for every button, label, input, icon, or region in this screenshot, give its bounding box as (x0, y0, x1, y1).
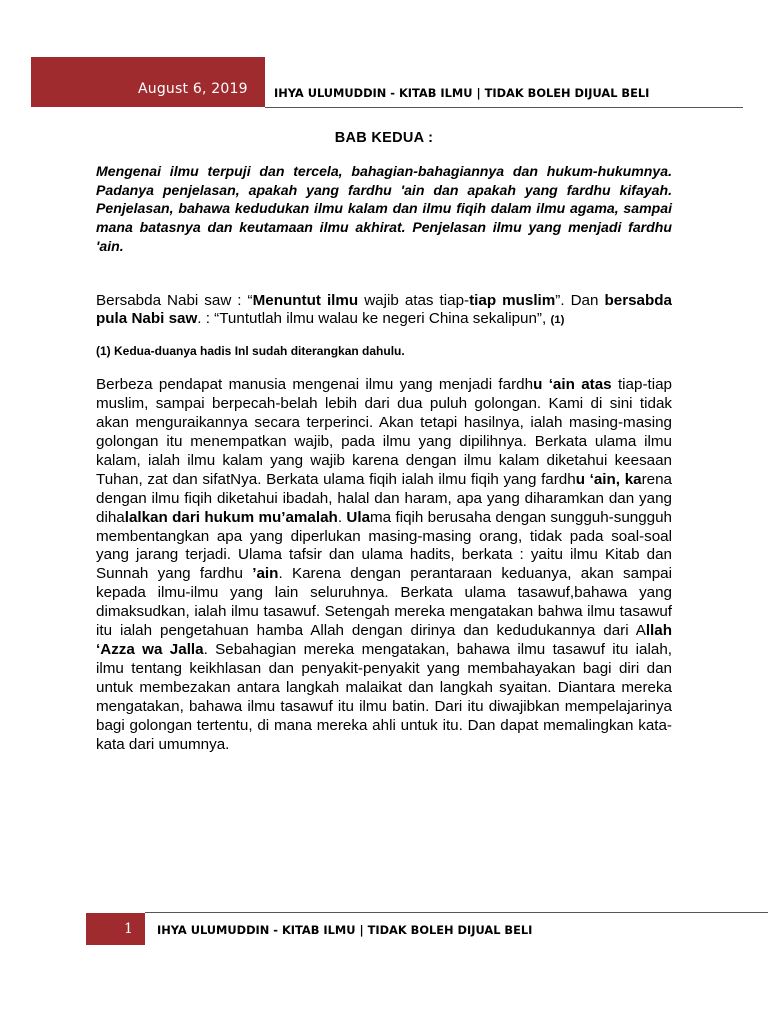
text-span: Berbeza pendapat manusia mengenai ilmu yang menjadi fardh (96, 376, 534, 394)
paragraph-body (96, 376, 672, 754)
text-span: wajib atas tiap- (358, 291, 470, 309)
text-span: . : “Tuntutlah ilmu walau ke negeri China sekalipun”, (197, 310, 551, 328)
bold-span: tiap muslim (469, 291, 556, 309)
chapter-intro: Mengenai ilmu terpuji dan tercela, bahagian-bahagiannya dan hukum-hukumnya. Padanya penjelasan, apakah yang fardhu 'ain dan apakah yang fardhu kifayah. Penjelasan, bahawa kedudukan ilmu kalam dan ilmu fiqih dalam ilmu agama, sampai mana batasnya dan keutamaan ilmu akhirat. Penjelasan ilmu yang menjadi fardhu 'ain. (96, 163, 672, 254)
text-span: Bersabda Nabi saw : “ (96, 291, 253, 309)
header-rule (265, 107, 743, 108)
paragraph-hadith (96, 292, 672, 331)
header-date: August 6, 2019 (138, 81, 248, 97)
page-content (96, 130, 672, 754)
text-span: . Sebahagian mereka mengatakan, bahawa ilmu tasawuf itu ialah, ilmu tentang keikhlasan dan penyakit-penyakit yang membahayakan bagi diri dan untuk membezakan antara langkah malaikat dan langkah syaitan. Diantara mereka mengatakan, bahawa ilmu tasawuf itu ilmu batin. Dari itu diwajibkan mempelajarinya bagi golongan tertentu, di mana mereka ahli untuk itu. Dan dapat memalingkan kata-kata dari umumnya. (96, 641, 672, 753)
text-span: . (337, 508, 347, 526)
bold-span: bersabda pula Nabi saw (96, 291, 672, 328)
bold-span: Ula (346, 508, 371, 526)
bold-span: u ‘ain atas (533, 376, 612, 394)
bold-span: u ‘ain, ka (575, 470, 642, 488)
bold-span: ’ain (252, 565, 279, 583)
header-title: IHYA ULUMUDDIN - KITAB ILMU | TIDAK BOLEH DIJUAL BELI (274, 86, 650, 100)
text-span: ma fiqih berusaha dengan sungguh-sungguh membentangkan apa yang diperlukan masing-masing orang, tidak pada soal-soal yang jarang terjadi. Ulama tafsir dan ulama hadits, berkata : yaitu ilmu Kitab dan Sunnah yang fardhu (96, 508, 672, 583)
footer-title: IHYA ULUMUDDIN - KITAB ILMU | TIDAK BOLEH DIJUAL BELI (157, 923, 533, 937)
text-span: ”. Dan (555, 291, 605, 309)
footnote-reference: (1) (550, 314, 565, 327)
footer-accent-block (86, 913, 145, 945)
page-number: 1 (124, 921, 133, 937)
bold-span: Menuntut ilmu (252, 291, 359, 309)
text-span: rena dengan ilmu fiqih diketahui ibadah, halal dan haram, apa yang diharamkan dan yang diha (96, 470, 672, 526)
text-span: . Karena dengan perantaraan keduanya, akan sampai kepada ilmu-ilmu yang lain seluruhnya. Berkata ulama tasawuf,bahawa yang dimaksudkan, ialah ilmu tasawuf. Setengah mereka mengatakan bahwa ilmu tasawuf itu ialah pengetahuan hamba Allah dengan dirinya dan kedudukannya dari A (96, 565, 672, 640)
footer-rule (145, 912, 768, 913)
footnote: (1) Kedua-duanya hadis Inl sudah diterangkan dahulu. (96, 344, 405, 359)
bold-span: llah ‘Azza wa Jalla (96, 622, 672, 659)
text-span: tiap-tiap muslim, sampai berpecah-belah lebih dari dua puluh golongan. Kami di sini tidak akan menguraikannya secara terperinci. Akan tetapi hasilnya, ialah masing-masing golongan itu menempatkan wajib, pada ilmu yang dipilihnya. Berkata ulama ilmu kalam, ialah ilmu kalam yang wajib karena dengan ilmu kalam diketahui keesaan Tuhan, zat dan sifatNya. Berkata ulama fiqih ialah ilmu fiqih yang fardh (96, 376, 672, 488)
bold-span: lalkan dari hukum mu’amalah (124, 508, 338, 526)
chapter-heading: BAB KEDUA : (334, 130, 434, 146)
